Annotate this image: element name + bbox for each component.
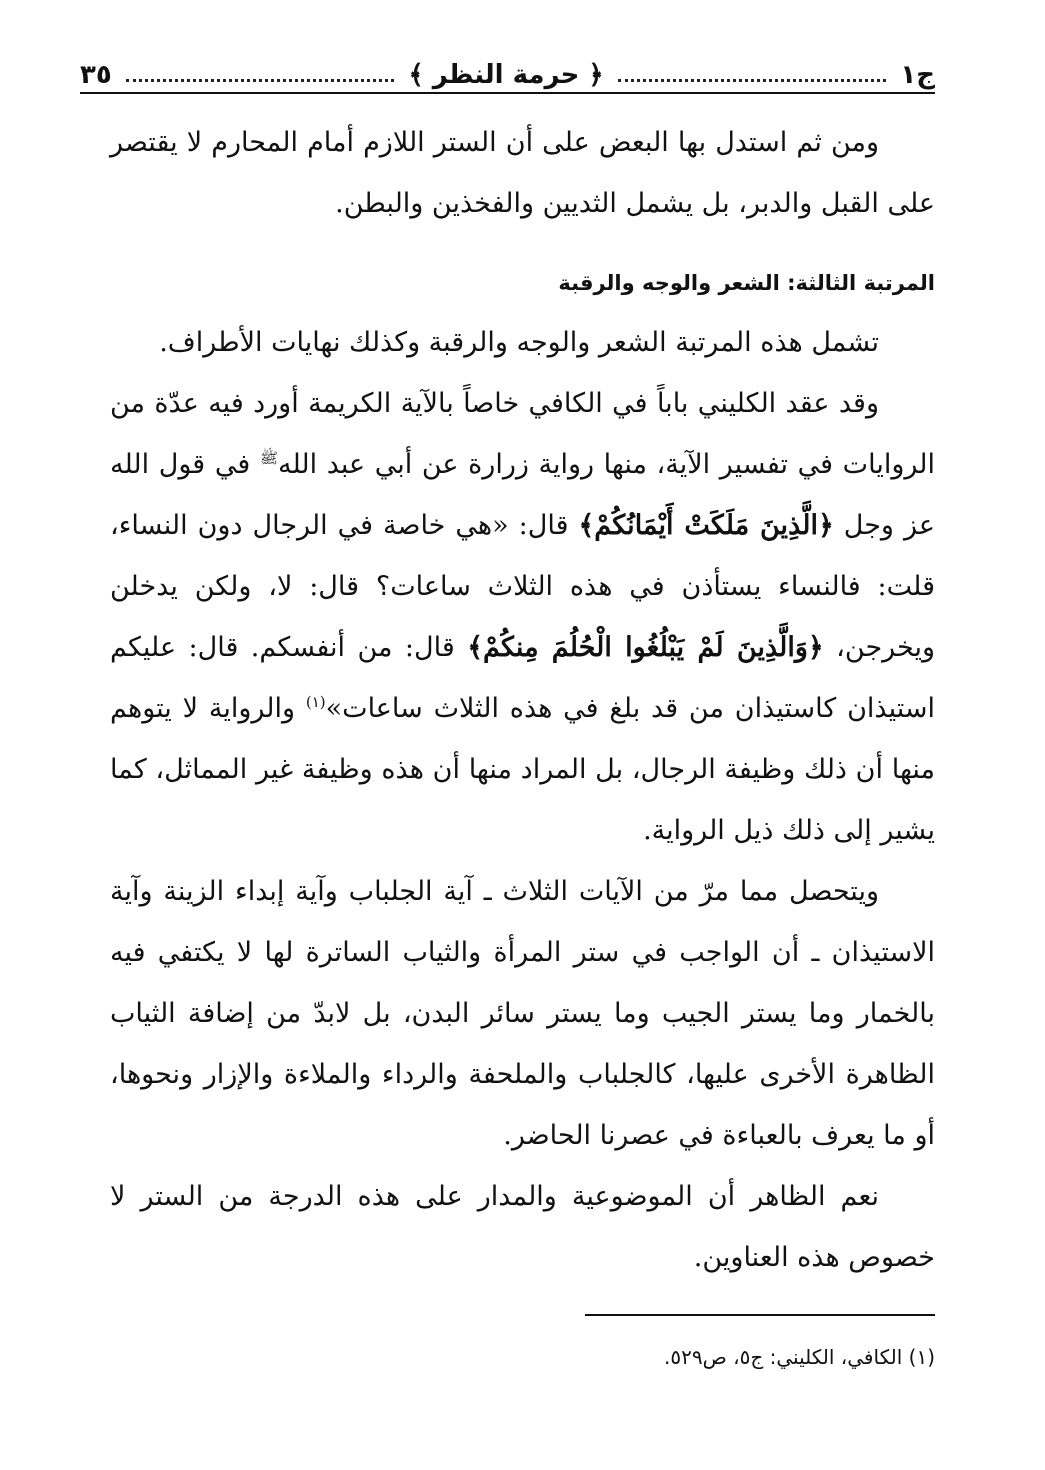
header-rule xyxy=(80,92,935,94)
volume-label: ج١ xyxy=(900,60,935,90)
p3-text-3: قال: «هي خاصة في الرجال دون النساء، قلت: فالنساء يستأذن في هذه الثلاث ساعات؟ قال: لا، ولكن يدخلن ويخرجن، xyxy=(110,510,936,663)
p3-text-1: وقد عقد الكليني باباً في الكافي خاصاً بالآية الكريمة أورد فيه عدّة من الروايات في تفسير الآية، منها رواية زرارة عن أبي عبد الله xyxy=(110,388,936,480)
header-dots-left xyxy=(126,79,395,82)
running-header xyxy=(80,40,935,98)
paragraph-2: تشمل هذه المرتبة الشعر والوجه والرقبة وكذلك نهايات الأطراف. xyxy=(159,327,879,358)
header-dots-right xyxy=(618,79,887,82)
paragraph-1: ومن ثم استدل بها البعض على أن الستر اللازم أمام المحارم لا يقتصر على القبل والدبر، بل يشمل الثديين والفخذين والبطن. xyxy=(110,127,935,219)
p3-text-4: قال: من أنفسكم. قال: عليكم استيذان كاستيذان من قد بلغ في هذه الثلاث ساعات» xyxy=(110,632,935,724)
quran-verse-2: ﴿وَالَّذِينَ لَمْ يَبْلُغُوا الْحُلُمَ مِنكُمْ﴾ xyxy=(467,632,824,663)
p3-text-2: في قول الله عز وجل xyxy=(110,449,935,541)
running-title: ﴿ حرمة النظر ﴾ xyxy=(408,60,604,90)
page-number: ٣٥ xyxy=(79,60,112,90)
honorific-symbol: ﷺ xyxy=(259,449,278,467)
page-body xyxy=(110,112,935,1288)
quran-verse-1: ﴿الَّذِينَ مَلَكَتْ أَيْمَانُكُمْ﴾ xyxy=(578,510,834,541)
paragraph-4: ويتحصل مما مرّ من الآيات الثلاث ـ آية الجلباب وآية إبداء الزينة وآية الاستيذان ـ أن الواجب في ستر المرأة والثياب الساترة لها لا يكتفي فيه بالخمار وما يستر الجيب وما يستر سائر البدن، بل لابدّ من إضافة الثياب الظاهرة الأخرى عليها، كالجلباب والملحفة والرداء والملاءة والإزار ونحوها، أو ما يعرف بالعباءة في عصرنا الحاضر. xyxy=(110,876,935,1151)
p3-text-5: والرواية لا يتوهم منها أن ذلك وظيفة الرجال، بل المراد منها أن هذه وظيفة غير المماثل، كما يشير إلى ذلك ذيل الرواية. xyxy=(110,693,935,846)
paragraph-5: نعم الظاهر أن الموضوعية والمدار على هذه الدرجة من الستر لا خصوص هذه العناوين. xyxy=(110,1181,935,1273)
footnote-separator xyxy=(585,1314,935,1316)
footnote: (١) الكافي، الكليني: ج٥، ص٥٢٩. xyxy=(664,1345,935,1369)
paragraph-3 xyxy=(110,373,935,861)
footnote-reference[interactable]: (١) xyxy=(305,693,326,711)
section-heading: المرتبة الثالثة: الشعر والوجه والرقبة xyxy=(558,271,935,295)
